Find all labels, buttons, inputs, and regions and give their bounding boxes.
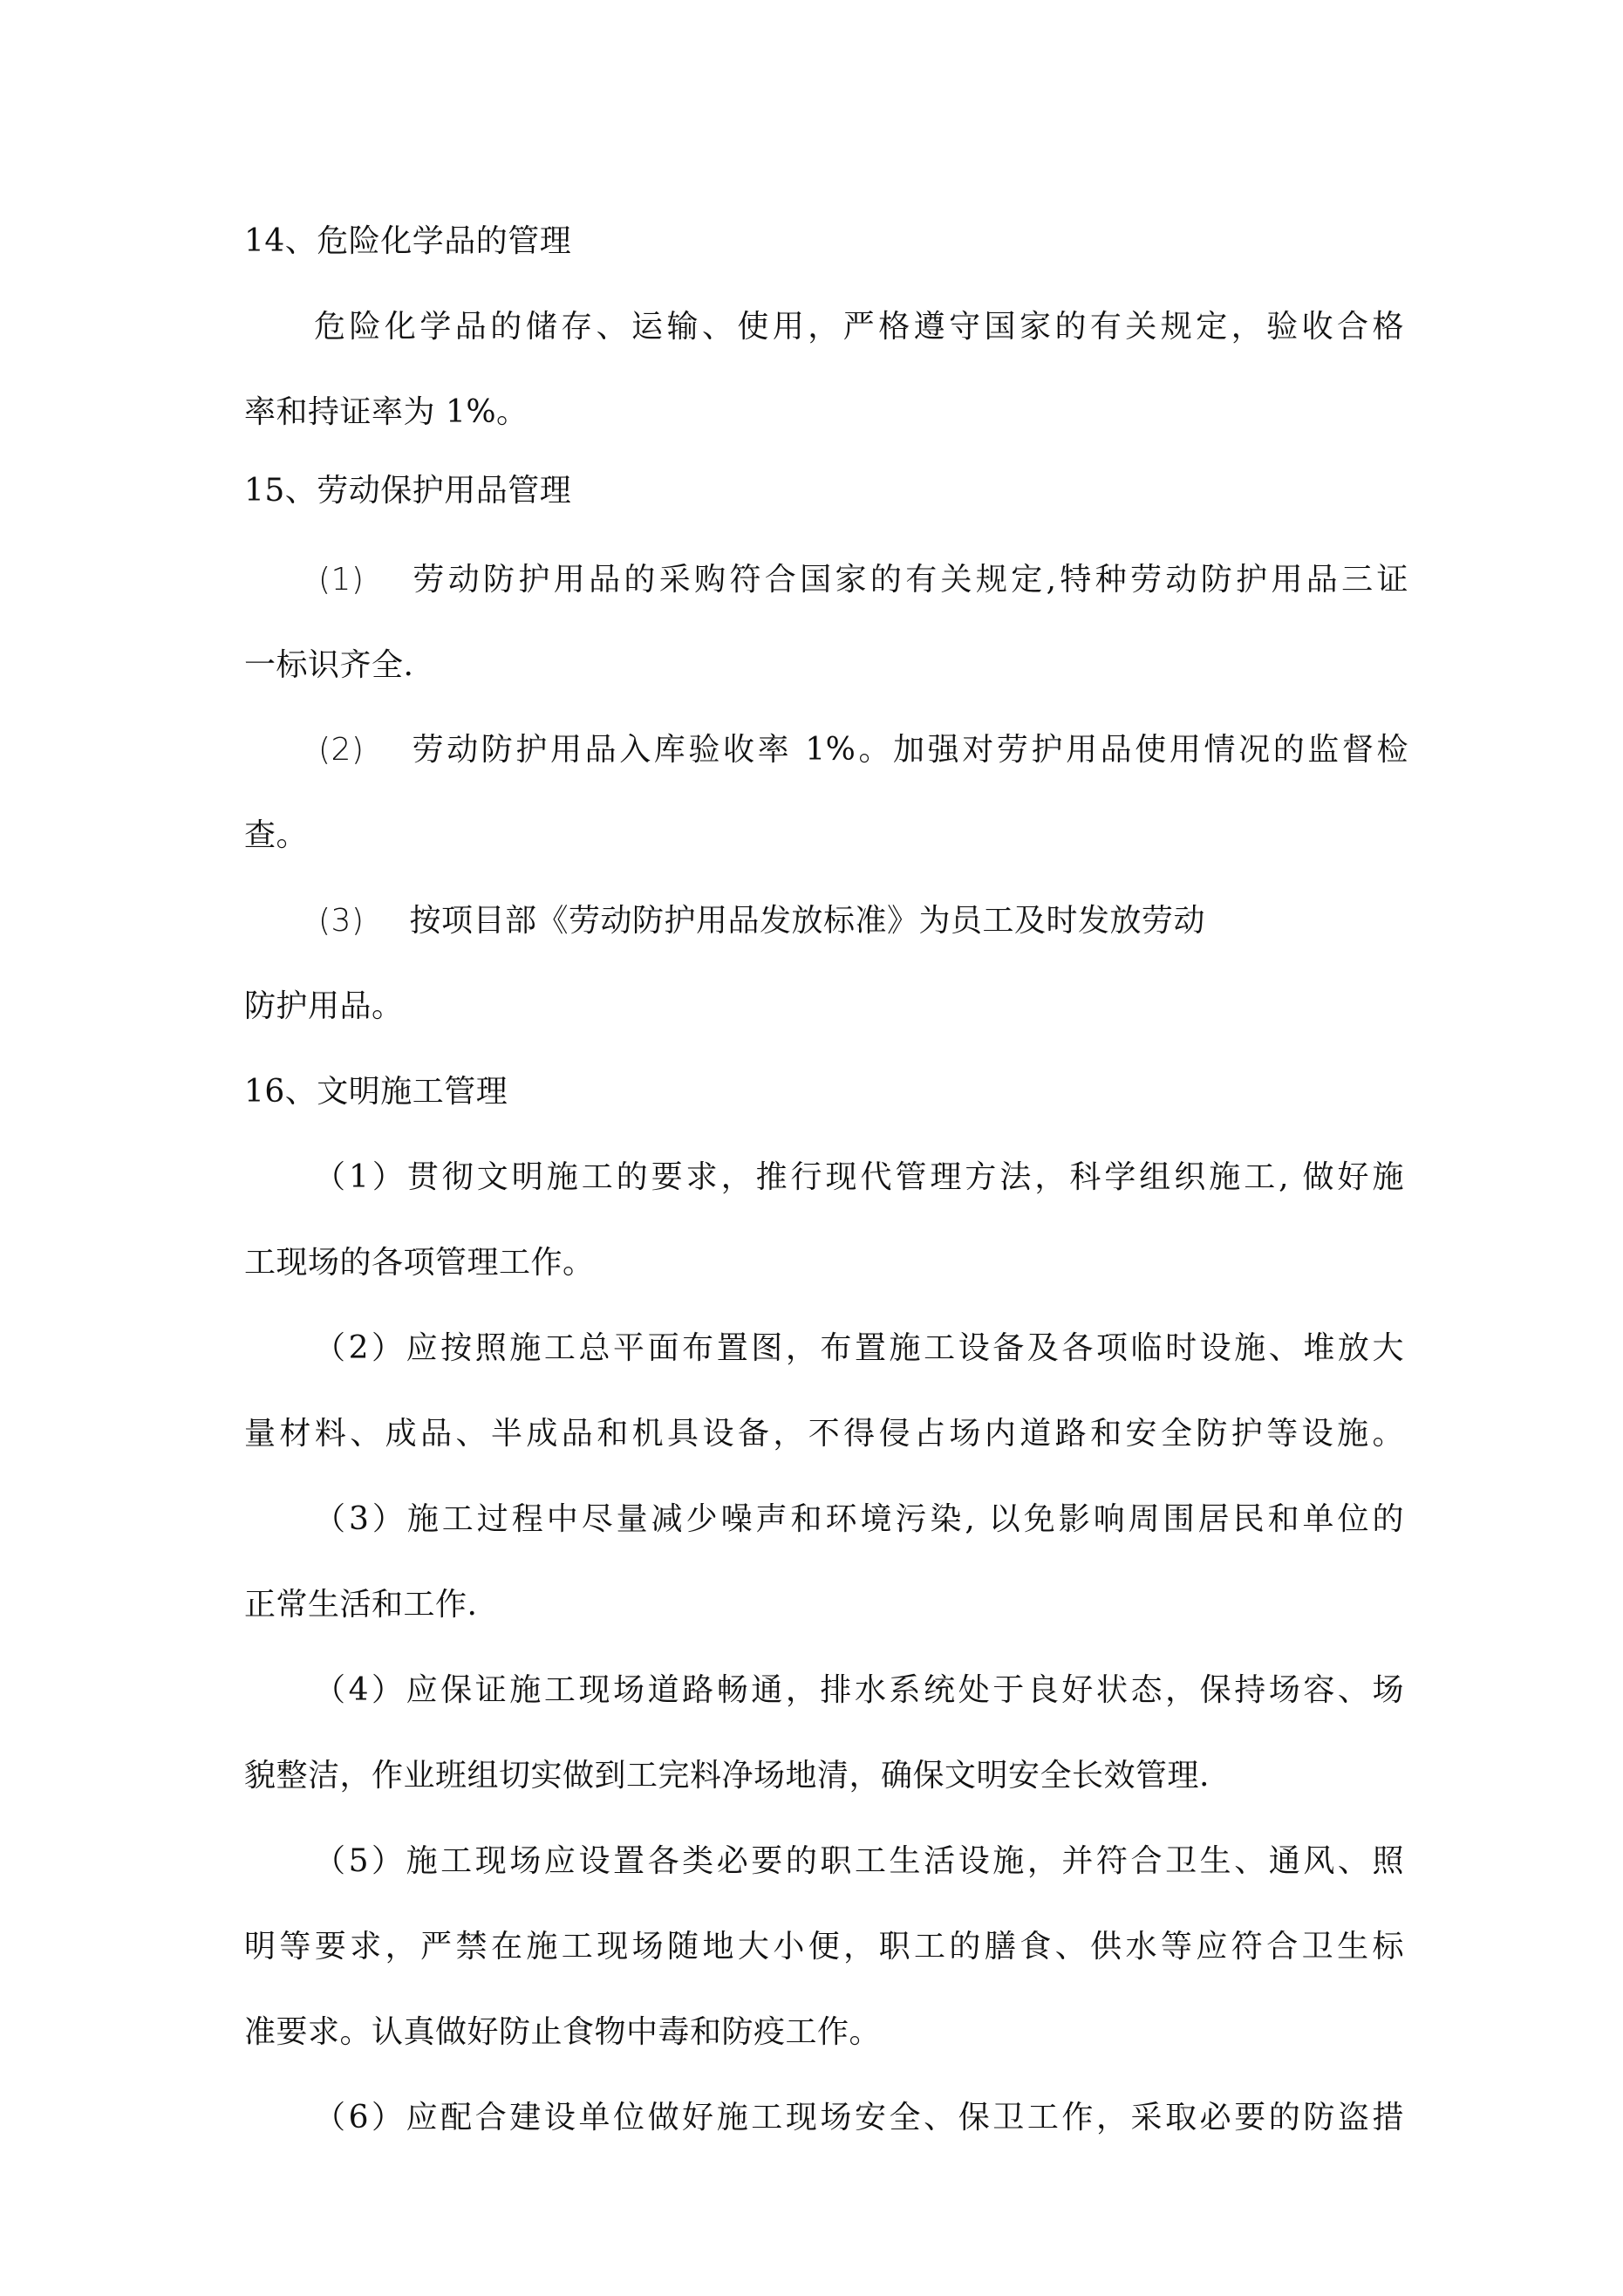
paragraph-line: （6）应配合建设单位做好施工现场安全、保卫工作，采取必要的防盗措 xyxy=(314,2100,1404,2135)
paragraph-line: 查。 xyxy=(244,817,309,853)
paragraph-line: 工现场的各项管理工作。 xyxy=(244,1245,595,1281)
paragraph-line: 貌整洁，作业班组切实做到工完料净场地清，确保文明安全长效管理. xyxy=(244,1758,1210,1794)
paragraph-line: （3）施工过程中尽量减少噪声和环境污染, 以免影响周围居民和单位的 xyxy=(314,1501,1404,1537)
list-item-text: 劳动防护用品入库验收率 1%。加强对劳护用品使用情况的监督检 xyxy=(409,732,1408,768)
list-item xyxy=(318,733,1408,768)
paragraph-line: （2）应按照施工总平面布置图，布置施工设备及各项临时设施、堆放大 xyxy=(314,1330,1404,1366)
paragraph-line: 准要求。认真做好防止食物中毒和防疫工作。 xyxy=(244,2014,882,2050)
list-item-text: 劳动防护用品的采购符合国家的有关规定,特种劳动防护用品三证 xyxy=(409,562,1408,598)
list-item xyxy=(318,563,1408,598)
paragraph-line: （5）施工现场应设置各类必要的职工生活设施，并符合卫生、通风、照 xyxy=(314,1843,1404,1879)
section-heading-16: 16、文明施工管理 xyxy=(244,1074,508,1110)
list-item-number: (3) xyxy=(318,903,365,939)
paragraph-line: 量材料、成品、半成品和机具设备，不得侵占场内道路和安全防护等设施。 xyxy=(244,1416,1404,1452)
paragraph-line: 防护用品。 xyxy=(244,988,404,1024)
section-heading-14: 14、危险化学品的管理 xyxy=(244,223,572,259)
paragraph-line: 一标识齐全. xyxy=(244,647,414,683)
section-heading-15: 15、劳动保护用品管理 xyxy=(244,473,572,509)
paragraph-line: 率和持证率为 1%。 xyxy=(244,394,528,430)
list-item-number: (2) xyxy=(318,732,365,768)
paragraph-line: （4）应保证施工现场道路畅通，排水系统处于良好状态，保持场容、场 xyxy=(314,1672,1404,1708)
paragraph-line: （1）贯彻文明施工的要求，推行现代管理方法，科学组织施工, 做好施 xyxy=(314,1159,1404,1195)
paragraph-line: 危险化学品的储存、运输、使用，严格遵守国家的有关规定，验收合格 xyxy=(314,309,1404,345)
list-item-number: (1) xyxy=(318,562,365,598)
paragraph-line: 正常生活和工作. xyxy=(244,1587,478,1623)
list-item-text: 按项目部《劳动防护用品发放标准》为员工及时发放劳动 xyxy=(409,903,1206,939)
paragraph-line: 明等要求，严禁在施工现场随地大小便，职工的膳食、供水等应符合卫生标 xyxy=(244,1929,1404,1965)
list-item xyxy=(318,904,1205,939)
